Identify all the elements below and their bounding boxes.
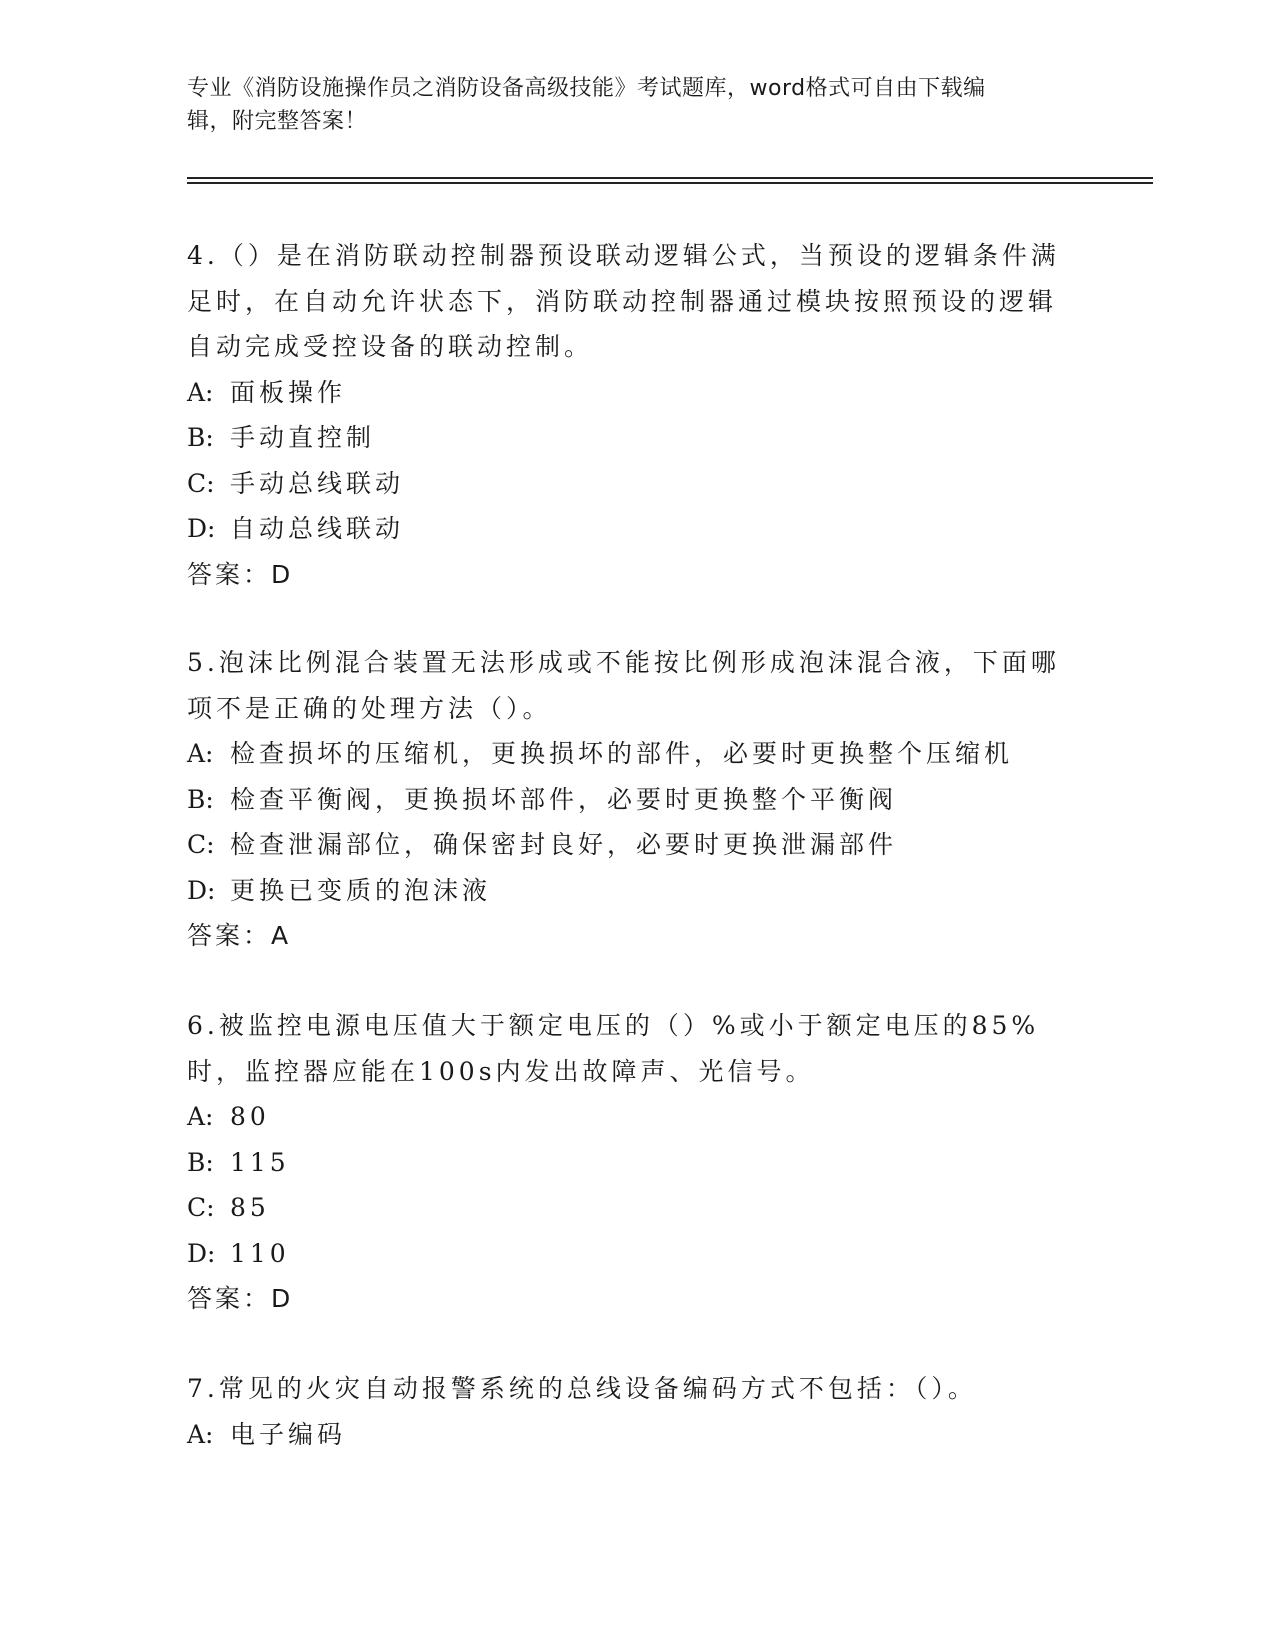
- question-text: 7.常见的火灾自动报警系统的总线设备编码方式不包括：（）。: [187, 1374, 977, 1403]
- option-key: B:: [187, 784, 214, 814]
- question-4: [187, 233, 1067, 597]
- header-line-2: 辑，附完整答案！: [187, 109, 368, 134]
- question-text: 4.（）是在消防联动控制器预设联动逻辑公式，当预设的逻辑条件满足时，在自动允许状态下，消防联动控制器通过模块按照预设的逻辑自动完成受控设备的联动控制。: [187, 241, 1060, 361]
- option-key: B:: [187, 423, 214, 452]
- header-divider-top: [187, 177, 1153, 179]
- option-b: [187, 777, 1067, 823]
- option-c: [187, 1185, 1067, 1231]
- question-6: [187, 1003, 1067, 1322]
- document-header: [187, 72, 1067, 138]
- option-text: 110: [230, 1238, 290, 1268]
- option-key: C:: [187, 830, 215, 859]
- option-key: D:: [187, 875, 216, 905]
- answer-line: 答案：A: [187, 921, 292, 950]
- option-key: B:: [187, 1147, 214, 1177]
- option-key: C:: [187, 468, 215, 498]
- option-text: 面板操作: [230, 377, 347, 407]
- option-text: 115: [230, 1147, 290, 1177]
- option-key: D:: [187, 514, 216, 543]
- option-key: A:: [187, 739, 214, 768]
- option-c: [187, 461, 1067, 507]
- option-text: 检查泄漏部位，确保密封良好，必要时更换泄漏部件: [230, 830, 898, 859]
- option-key: A:: [187, 377, 214, 407]
- option-text: 85: [230, 1193, 270, 1222]
- option-text: 检查损坏的压缩机，更换损坏的部件，必要时更换整个压缩机: [230, 739, 1014, 768]
- option-text: 电子编码: [230, 1419, 347, 1449]
- option-key: C:: [187, 1193, 215, 1222]
- option-a: [187, 1412, 1067, 1458]
- option-a: [187, 731, 1067, 777]
- question-text: 6.被监控电源电压值大于额定电压的（）%或小于额定电压的85%时，监控器应能在100s内发出故障声、光信号。: [187, 1011, 1040, 1086]
- header-divider-bottom: [187, 182, 1153, 184]
- option-key: D:: [187, 1238, 216, 1268]
- option-key: A:: [187, 1102, 214, 1131]
- answer-line: 答案：D: [187, 1284, 294, 1313]
- header-line-1: 专业《消防设施操作员之消防设备高级技能》考试题库，word格式可自由下载编: [187, 76, 986, 101]
- option-text: 手动直控制: [230, 423, 376, 452]
- option-d: [187, 1231, 1067, 1277]
- option-text: 更换已变质的泡沫液: [230, 875, 492, 905]
- answer-line: 答案：D: [187, 559, 294, 589]
- option-b: [187, 415, 1067, 461]
- option-text: 手动总线联动: [230, 468, 405, 498]
- option-text: 80: [230, 1102, 270, 1131]
- option-a: [187, 370, 1067, 416]
- question-text: 5.泡沫比例混合装置无法形成或不能按比例形成泡沫混合液，下面哪项不是正确的处理方法（）。: [187, 648, 1060, 723]
- option-d: [187, 868, 1067, 914]
- question-7: [187, 1366, 1067, 1457]
- option-c: [187, 822, 1067, 868]
- option-a: [187, 1094, 1067, 1140]
- option-text: 检查平衡阀，更换损坏部件，必要时更换整个平衡阀: [230, 784, 898, 814]
- option-key: A:: [187, 1419, 214, 1449]
- option-b: [187, 1140, 1067, 1186]
- option-text: 自动总线联动: [230, 514, 405, 543]
- question-5: [187, 640, 1067, 959]
- option-d: [187, 506, 1067, 552]
